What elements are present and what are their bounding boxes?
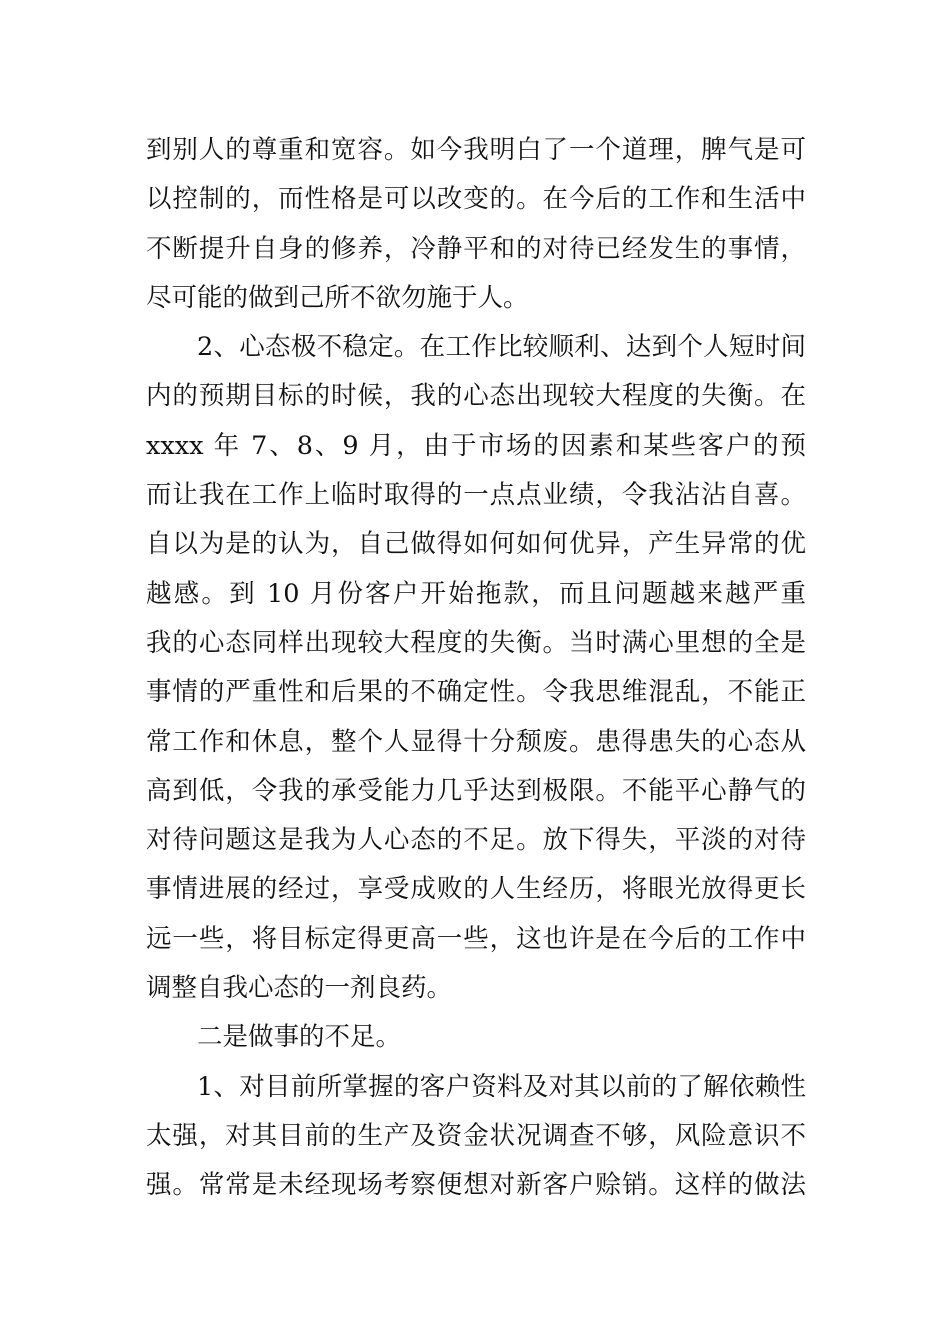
text-line: 不断提升自身的修养，冷静平和的对待已经发生的事情，	[146, 233, 806, 264]
text-line: 事情的严重性和后果的不确定性。令我思维混乱，不能正	[146, 677, 806, 708]
text-line: 调整自我心态的一剂良药。	[146, 973, 453, 1004]
text-line: xxxx 年 7、8、9 月，由于市场的因素和某些客户的预	[146, 430, 806, 461]
text-line: 内的预期目标的时候，我的心态出现较大程度的失衡。在	[146, 381, 806, 412]
text-line: 以控制的，而性格是可以改变的。在今后的工作和生活中	[146, 184, 806, 215]
text-line: 常工作和休息，整个人显得十分颓废。患得患失的心态从	[146, 726, 806, 757]
body-text	[146, 126, 806, 1211]
text-line: 到别人的尊重和宽容。如今我明白了一个道理，脾气是可	[146, 135, 806, 165]
text-line: 尽可能的做到己所不欲勿施于人。	[146, 282, 529, 313]
text-line: 2、心态极不稳定。在工作比较顺利、达到个人短时间	[197, 332, 806, 363]
text-line: 我的心态同样出现较大程度的失衡。当时满心里想的全是	[146, 627, 806, 658]
text-line: 太强，对其目前的生产及资金状况调查不够，风险意识不	[146, 1120, 806, 1151]
text-line: 远一些，将目标定得更高一些，这也许是在今后的工作中	[146, 923, 806, 954]
text-line: 而让我在工作上临时取得的一点点业绩，令我沾沾自喜。	[146, 480, 806, 511]
text-line: 1、对目前所掌握的客户资料及对其以前的了解依赖性	[197, 1071, 806, 1102]
text-line: 二是做事的不足。	[197, 1022, 402, 1053]
text-line: 事情进展的经过，享受成败的人生经历，将眼光放得更长	[146, 874, 806, 905]
text-line: 越感。到 10 月份客户开始拖款，而且问题越来越严重	[146, 578, 806, 609]
text-line: 高到低，令我的承受能力几乎达到极限。不能平心静气的	[146, 775, 806, 806]
text-line: 强。常常是未经现场考察便想对新客户赊销。这样的做法	[146, 1170, 806, 1201]
text-line: 自以为是的认为，自己做得如何如何优异，产生异常的优	[146, 529, 806, 560]
text-line: 对待问题这是我为人心态的不足。放下得失，平淡的对待	[146, 825, 806, 856]
